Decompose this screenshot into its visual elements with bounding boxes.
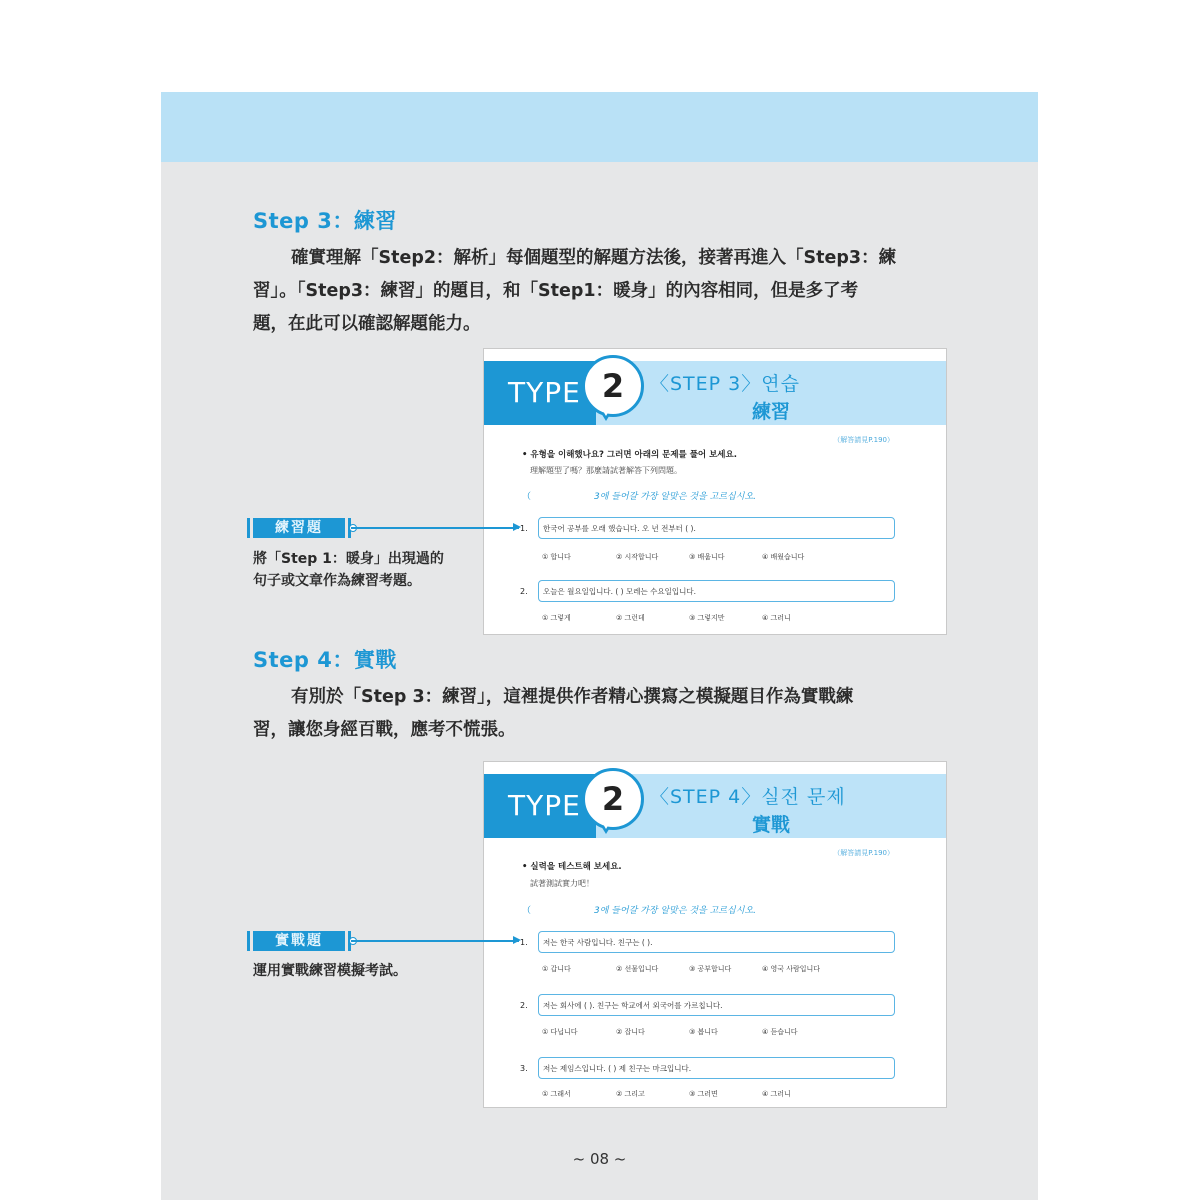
speech-tail-inner	[599, 817, 613, 829]
option: ② 잡니다	[616, 1028, 645, 1036]
practice-label-tab: 練習題	[253, 518, 345, 538]
question-box: 저는 제임스입니다. ( ) 제 친구는 마크입니다.	[538, 1057, 895, 1079]
step4-line2: 習，讓您身經百戰，應考不慌張。	[253, 720, 516, 740]
type-label: TYPE	[484, 774, 596, 838]
step3-line2: 習」。「Step3：練習」的題目，和「Step1：暖身」的內容相同，但是多了考	[253, 281, 859, 301]
option: ④ 듣습니다	[762, 1028, 798, 1036]
box-title-chinese: 實戰	[752, 814, 791, 836]
question-number: 2.	[520, 1001, 528, 1010]
box-title-chinese: 練習	[752, 401, 791, 423]
step3-line3: 題，在此可以確認解題能力。	[253, 314, 481, 334]
question-hint: 3에 들어갈 가장 알맞은 것을 고르십시오.	[594, 492, 756, 502]
callout-line2: 句子或文章作為練習考題。	[253, 573, 421, 589]
header-band	[161, 92, 1038, 162]
instruction-chinese: 試著測試實力吧！	[530, 879, 594, 888]
step3-heading: Step 3：練習	[253, 209, 397, 233]
page-number: ~ 08 ~	[572, 1150, 627, 1168]
question-number: 1.	[520, 938, 528, 947]
type-number: 2	[582, 355, 644, 417]
arrow-right-icon	[513, 523, 521, 531]
speech-tail-inner	[599, 404, 613, 416]
callout-description	[253, 960, 473, 982]
option: ④ 배웠습니다	[762, 553, 805, 561]
arrow-right-icon	[513, 936, 521, 944]
option: ② 시작합니다	[616, 553, 659, 561]
answer-reference: （解答請見P.190）	[833, 849, 894, 857]
option: ① 다닙니다	[542, 1028, 578, 1036]
option: ① 그래서	[542, 1090, 571, 1098]
question-number: 2.	[520, 587, 528, 596]
option: ④ 영국 사람입니다	[762, 965, 821, 973]
option: ③ 봅니다	[689, 1028, 718, 1036]
callout-line1: 將「Step 1：暖身」出現過的	[253, 551, 444, 567]
step3-line1: 確實理解「Step2：解析」每個題型的解題方法後，接著再進入「Step3：練	[291, 248, 897, 268]
practice-sample-box	[483, 348, 947, 635]
callout-line	[351, 940, 519, 942]
step4-heading: Step 4：實戰	[253, 648, 397, 672]
option: ① 갑니다	[542, 965, 571, 973]
paren-mark: （	[522, 906, 532, 916]
instruction-korean: • 실력을 테스트해 보세요.	[522, 862, 622, 872]
option: ③ 공부합니다	[689, 965, 732, 973]
question-box: 저는 회사에 ( ). 친구는 학교에서 외국어를 가르칩니다.	[538, 994, 895, 1016]
callout-line1: 運用實戰練習模擬考試。	[253, 963, 407, 979]
question-box: 오늘은 월요일입니다. ( ) 모레는 수요일입니다.	[538, 580, 895, 602]
question-box: 저는 한국 사람입니다. 친구는 ( ).	[538, 931, 895, 953]
option: ③ 그러면	[689, 1090, 718, 1098]
exam-sample-box	[483, 761, 947, 1108]
option: ③ 배웁니다	[689, 553, 725, 561]
paren-mark: （	[522, 492, 532, 502]
callout-description	[253, 548, 473, 592]
step3-paragraph	[253, 242, 948, 341]
option: ① 그렇게	[542, 614, 571, 622]
step4-paragraph	[253, 681, 948, 747]
instruction-korean: • 유형을 이해했나요? 그러면 아래의 문제를 풀어 보세요.	[522, 450, 737, 460]
callout-line	[351, 527, 519, 529]
option: ② 선물입니다	[616, 965, 659, 973]
instruction-chinese: 理解題型了嗎？那麼請試著解答下列問題。	[530, 466, 682, 475]
box-title-korean: 〈STEP 4〉실전 문제	[650, 786, 846, 808]
step4-line1: 有別於「Step 3：練習」，這裡提供作者精心撰寫之模擬題目作為實戰練	[291, 687, 854, 707]
box-title-korean: 〈STEP 3〉연습	[650, 373, 800, 395]
question-number: 3.	[520, 1064, 528, 1073]
option: ④ 그러니	[762, 614, 791, 622]
option: ② 그런데	[616, 614, 645, 622]
question-box: 한국어 공부를 오래 했습니다. 오 년 전부터 ( ).	[538, 517, 895, 539]
type-number: 2	[582, 768, 644, 830]
option: ④ 그러니	[762, 1090, 791, 1098]
question-hint: 3에 들어갈 가장 알맞은 것을 고르십시오.	[594, 906, 756, 916]
option: ② 그리고	[616, 1090, 645, 1098]
answer-reference: （解答請見P.190）	[833, 436, 894, 444]
option: ① 합니다	[542, 553, 571, 561]
book-page	[161, 92, 1038, 1200]
question-number: 1.	[520, 524, 528, 533]
exam-label-tab: 實戰題	[253, 931, 345, 951]
type-label: TYPE	[484, 361, 596, 425]
option: ③ 그렇지만	[689, 614, 725, 622]
